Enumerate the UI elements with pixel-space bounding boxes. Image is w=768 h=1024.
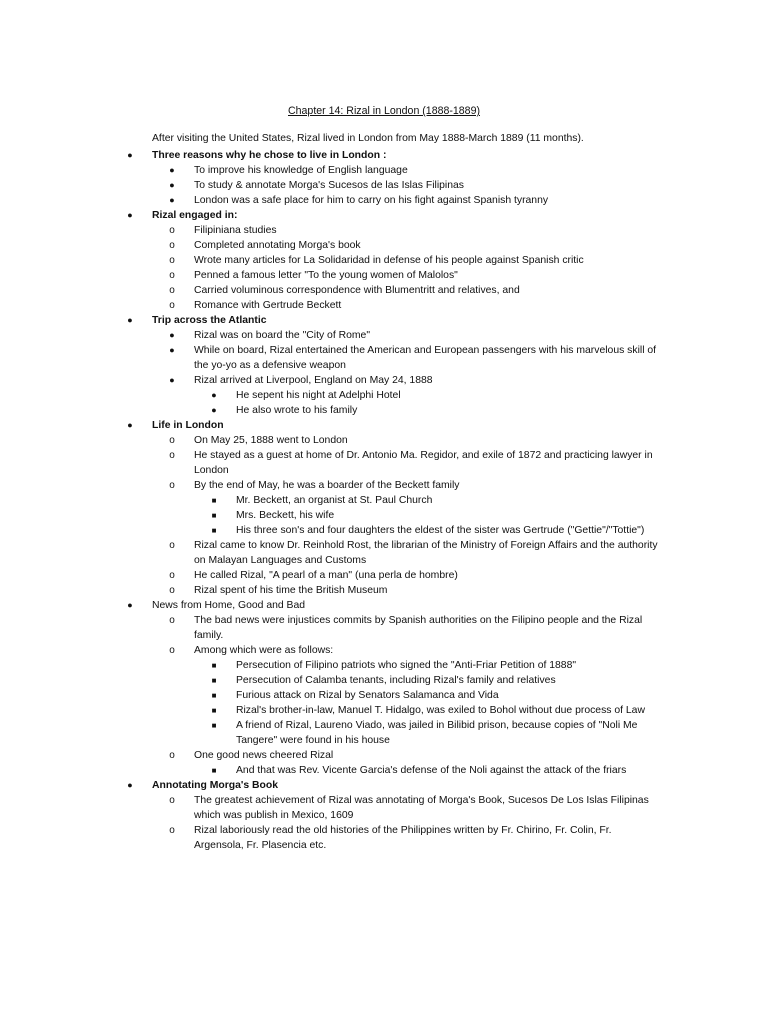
outline-item-text: Life in London [152, 420, 224, 431]
outline-item-level-3 [0, 493, 768, 508]
bullet-marker: o [169, 240, 175, 251]
outline-item-level-3 [0, 703, 768, 718]
bullet-marker: o [169, 225, 175, 236]
outline-item-text: To study & annotate Morga's Sucesos de las Islas Filipinas [194, 180, 464, 191]
outline-item-text: Rizal spent of his time the British Museum [194, 585, 388, 596]
outline-item-text: News from Home, Good and Bad [152, 600, 306, 611]
outline-item-level-3 [0, 523, 768, 538]
bullet-marker: ● [169, 345, 175, 355]
outline-item-text: London was a safe place for him to carry on his fight against Spanish tyranny [194, 195, 549, 206]
bullet-marker: o [169, 645, 175, 656]
outline-item-text: Persecution of Filipino patriots who signed the "Anti-Friar Petition of 1888" [236, 660, 577, 671]
bullet-marker: o [169, 270, 175, 281]
outline-item-text: Wrote many articles for La Solidaridad in defense of his people against Spanish critic [194, 255, 584, 266]
outline-item-text: Rizal's brother-in-law, Manuel T. Hidalgo, was exiled to Bohol without due process of Law [236, 705, 645, 716]
outline-item-text: Rizal came to know Dr. Reinhold Rost, the librarian of the Ministry of Foreign Affairs and the authority on Malayan Languages and Customs [194, 540, 658, 566]
outline-item-text: And that was Rev. Vicente Garcia's defense of the Noli against the attack of the friars [236, 765, 627, 776]
outline-item-text: While on board, Rizal entertained the American and European passengers with his marvelous skill of the yo-yo as a defensive weapon [194, 345, 657, 371]
outline-item-level-1 [0, 208, 768, 223]
outline-item-level-2 [0, 538, 768, 568]
outline-item-level-1 [0, 148, 768, 163]
outline-item-text: Penned a famous letter "To the young women of Malolos" [194, 270, 458, 281]
bullet-marker: o [169, 750, 175, 761]
outline-item-text: The bad news were injustices commits by Spanish authorities on the Filipino people and the Rizal family. [194, 615, 643, 641]
outline-item-level-2 [0, 583, 768, 598]
outline-item-level-2 [0, 643, 768, 658]
bullet-marker: ■ [211, 691, 217, 700]
outline-item-level-2 [0, 283, 768, 298]
outline-item-level-2 [0, 373, 768, 388]
outline-item-text: He called Rizal, "A pearl of a man" (una perla de hombre) [194, 570, 458, 581]
bullet-marker: o [169, 825, 175, 836]
outline-item-level-3 [0, 403, 768, 418]
outline-item-level-1 [0, 778, 768, 793]
bullet-marker: o [169, 615, 175, 626]
bullet-marker: ● [211, 390, 217, 400]
outline-item-text: Furious attack on Rizal by Senators Salamanca and Vida [236, 690, 499, 701]
bullet-marker: ■ [211, 511, 217, 520]
outline-item-level-2 [0, 193, 768, 208]
outline-item-text: He also wrote to his family [236, 405, 358, 416]
outline-item-level-3 [0, 673, 768, 688]
outline-item-level-2 [0, 793, 768, 823]
outline-item-level-2 [0, 343, 768, 373]
outline-item-level-2 [0, 613, 768, 643]
outline-item-text: By the end of May, he was a boarder of the Beckett family [194, 480, 460, 491]
bullet-marker: ■ [211, 706, 217, 715]
outline-item-level-2 [0, 748, 768, 763]
outline-item-text: Carried voluminous correspondence with Blumentritt and relatives, and [194, 285, 520, 296]
bullet-marker: ● [169, 330, 175, 340]
outline-item-text: Mrs. Beckett, his wife [236, 510, 335, 521]
outline-item-text: Rizal arrived at Liverpool, England on May 24, 1888 [194, 375, 433, 386]
outline-item-text: Rizal laboriously read the old histories of the Philippines written by Fr. Chirino, Fr. Colin, Fr. Argensola, Fr. Plasencia etc. [194, 825, 612, 851]
outline-item-level-1 [0, 313, 768, 328]
outline-item-level-2 [0, 823, 768, 853]
outline-item-level-2 [0, 253, 768, 268]
outline-item-text: Among which were as follows: [194, 645, 334, 656]
bullet-marker: o [169, 585, 175, 596]
outline-item-level-2 [0, 298, 768, 313]
bullet-marker: ● [169, 375, 175, 385]
outline-item-text: Mr. Beckett, an organist at St. Paul Church [236, 495, 433, 506]
bullet-marker: o [169, 480, 175, 491]
outline-item-text: The greatest achievement of Rizal was annotating of Morga's Book, Sucesos De Los Islas Filipinas which was publish in Mexico, 1609 [194, 795, 649, 821]
outline-item-level-2 [0, 328, 768, 343]
outline-item-level-2 [0, 268, 768, 283]
bullet-marker: ■ [211, 496, 217, 505]
bullet-marker: ● [127, 600, 133, 610]
outline-item-text: Filipiniana studies [194, 225, 277, 236]
intro-paragraph: After visiting the United States, Rizal lived in London from May 1888-March 1889 (11 months). [152, 133, 584, 144]
bullet-marker: o [169, 255, 175, 266]
outline-item-level-2 [0, 433, 768, 448]
outline-item-level-3 [0, 508, 768, 523]
outline-item-text: Three reasons why he chose to live in London : [152, 150, 387, 161]
outline-item-level-2 [0, 568, 768, 583]
bullet-marker: o [169, 450, 175, 461]
outline-item-level-2 [0, 178, 768, 193]
outline-item-level-2 [0, 163, 768, 178]
bullet-marker: ■ [211, 766, 217, 775]
outline-item-level-1 [0, 598, 768, 613]
bullet-marker: ● [211, 405, 217, 415]
bullet-marker: ■ [211, 526, 217, 535]
outline-item-level-3 [0, 658, 768, 673]
outline-item-text: Rizal engaged in: [152, 210, 238, 221]
outline-item-text: One good news cheered Rizal [194, 750, 334, 761]
bullet-marker: ● [169, 195, 175, 205]
bullet-marker: ● [127, 780, 133, 790]
outline-item-level-3 [0, 688, 768, 703]
bullet-marker: ● [127, 420, 133, 430]
bullet-marker: ■ [211, 661, 217, 670]
outline-item-level-2 [0, 223, 768, 238]
bullet-marker: ■ [211, 676, 217, 685]
outline-item-text: Trip across the Atlantic [152, 315, 267, 326]
bullet-marker: o [169, 300, 175, 311]
outline-item-level-3 [0, 718, 768, 748]
page-title: Chapter 14: Rizal in London (1888-1889) [288, 105, 480, 117]
outline-item-level-2 [0, 478, 768, 493]
outline-item-level-2 [0, 238, 768, 253]
bullet-marker: ■ [211, 721, 217, 730]
outline-item-text: To improve his knowledge of English language [194, 165, 408, 176]
outline-item-text: Rizal was on board the "City of Rome" [194, 330, 371, 341]
bullet-marker: o [169, 285, 175, 296]
bullet-marker: ● [169, 165, 175, 175]
outline-item-text: He sepent his night at Adelphi Hotel [236, 390, 401, 401]
bullet-marker: ● [127, 210, 133, 220]
outline-item-text: Romance with Gertrude Beckett [194, 300, 342, 311]
bullet-marker: o [169, 540, 175, 551]
outline-item-level-3 [0, 388, 768, 403]
outline-item-text: He stayed as a guest at home of Dr. Antonio Ma. Regidor, and exile of 1872 and practicing lawyer in London [194, 450, 653, 476]
bullet-marker: ● [127, 150, 133, 160]
bullet-marker: ● [169, 180, 175, 190]
outline-list [0, 148, 768, 853]
bullet-marker: o [169, 795, 175, 806]
outline-item-level-3 [0, 763, 768, 778]
outline-item-level-1 [0, 418, 768, 433]
outline-item-text: A friend of Rizal, Laureno Viado, was jailed in Bilibid prison, because copies of "Noli Me Tangere" were found in his house [236, 720, 638, 746]
bullet-marker: ● [127, 315, 133, 325]
outline-item-text: Annotating Morga's Book [152, 780, 278, 791]
outline-item-text: Completed annotating Morga's book [194, 240, 361, 251]
outline-item-text: His three son's and four daughters the eldest of the sister was Gertrude ("Gettie"/"Tottie") [236, 525, 645, 536]
bullet-marker: o [169, 570, 175, 581]
outline-item-text: Persecution of Calamba tenants, including Rizal's family and relatives [236, 675, 556, 686]
outline-item-text: On May 25, 1888 went to London [194, 435, 348, 446]
bullet-marker: o [169, 435, 175, 446]
outline-item-level-2 [0, 448, 768, 478]
